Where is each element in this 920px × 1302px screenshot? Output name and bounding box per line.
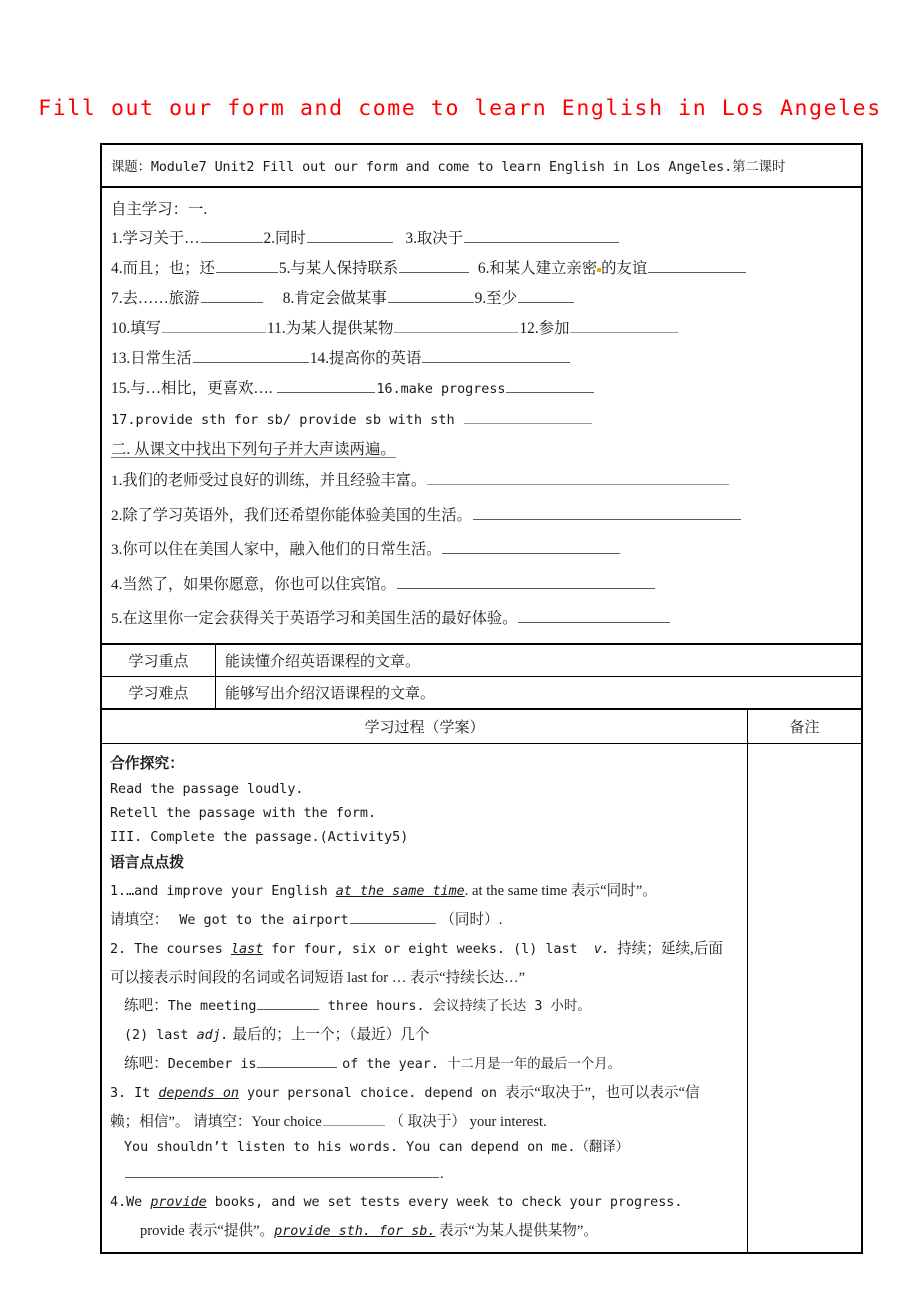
lp2-sub2-pos: adj. [196, 1027, 229, 1043]
sentence-text: 1.我们的老师受过良好的训练，并且经验丰富。 [111, 472, 427, 489]
sentence-text: 3.你可以住在美国人家中，融入他们的日常生活。 [111, 541, 442, 558]
lp4-line2-phrase: provide sth. for sb. [274, 1223, 436, 1239]
sentence-text: 2.除了学习英语外，我们还希望你能体验美国的生活。 [111, 506, 472, 524]
process-header-row [102, 710, 861, 744]
lp2-tail-en: for four, six or eight weeks. (l) last [263, 941, 594, 957]
lp2-drill1-label: 练吧： [124, 997, 168, 1014]
focus-label: 学习重点 [102, 645, 216, 676]
lp2-drill2-b: of the year. 十二月是一年的最后一个月。 [342, 1056, 622, 1072]
lp2-lead: 2. The courses [110, 941, 231, 957]
blank-fill[interactable] [518, 288, 574, 303]
vocab-item-3: 3.取决于 [405, 230, 464, 247]
language-point-3 [110, 1079, 747, 1108]
answer-blank[interactable] [427, 470, 729, 485]
sentence-text: 5.在这里你一定会获得关于英语学习和美国生活的最好体验。 [111, 610, 518, 627]
vocab-line-1 [111, 224, 852, 254]
blank-fill[interactable] [422, 348, 570, 363]
lp1-lead: 1.…and improve your English [110, 883, 336, 899]
lp3-lead: 3. It [110, 1085, 159, 1101]
lp3-line2 [110, 1108, 747, 1136]
vocab-line-2 [111, 254, 852, 284]
answer-blank[interactable] [323, 1111, 385, 1125]
vocab-item-8: 8.肯定会做某事 [282, 290, 387, 307]
lp2-sub2-lead: (2) last [124, 1027, 197, 1043]
language-point-4 [110, 1188, 747, 1217]
lp2-drill1-b: three hours. 会议持续了长达 3 小时。 [327, 998, 591, 1014]
vocab-item-10: 10.填写 [111, 320, 162, 337]
answer-blank[interactable] [442, 539, 620, 554]
vocab-item-2: 2.同时 [263, 230, 306, 247]
blank-fill[interactable] [216, 258, 278, 273]
vocab-item-9: 9.至少 [474, 290, 517, 307]
blank-fill[interactable] [570, 318, 678, 333]
vocab-line-5 [111, 344, 852, 374]
answer-blank[interactable] [257, 995, 319, 1009]
process-note-cell [748, 744, 861, 1252]
self-study-heading: 自主学习：一. [111, 201, 208, 218]
blank-fill[interactable] [201, 288, 263, 303]
lp2-sub2-tail: 最后的；上一个；（最近）几个 [228, 1026, 430, 1043]
lp4-line2-a: provide 表示“提供”。 [140, 1222, 275, 1239]
blank-fill[interactable] [193, 348, 309, 363]
lp4-lead: 4.We [110, 1194, 151, 1210]
vocab-item-13: 13.日常生活 [111, 350, 192, 367]
vocab-item-1: 1.学习关于… [111, 230, 200, 247]
sentence-text: 4.当然了，如果你愿意，你也可以住宾馆。 [111, 575, 396, 593]
translate-sentence-4 [111, 568, 852, 603]
section2-heading: 二. 从课文中找出下列句子并大声读两遍。 [111, 441, 396, 458]
lp1-tail: . at the same time 表示“同时”。 [464, 882, 657, 899]
lp2-line2: 可以接表示时间段的名词或名词短语 last for … 表示“持续长达…” [110, 969, 526, 986]
task-line-3: III. Complete the passage.(Activity5) [110, 829, 409, 845]
vocab-item-15: 15.与…相比，更喜欢…. [111, 380, 273, 397]
focus-value: 能读懂介绍英语课程的文章。 [225, 653, 421, 670]
language-point-2 [110, 935, 747, 964]
vocab-item-16: 16.make progress [376, 382, 506, 397]
difficulty-row [102, 677, 861, 710]
page-title: Fill out our form and come to learn English in Los Angeles [38, 96, 882, 121]
vocab-item-12: 12.参加 [519, 320, 570, 337]
lp3-line2-a: 赖；相信”。 请填空：Your choice [110, 1113, 322, 1130]
topic-row [102, 145, 861, 188]
lp1-practice [110, 906, 747, 935]
lp1-practice-label: 请填空： [110, 911, 169, 928]
lp2-drill-2 [110, 1050, 747, 1079]
lp2-drill2-label: 练吧： [124, 1055, 168, 1072]
worksheet-table [100, 143, 863, 1254]
blank-fill[interactable] [307, 228, 393, 243]
lp2-drill2-a: December is [167, 1056, 257, 1072]
focus-row [102, 645, 861, 677]
lp4-line2 [110, 1217, 747, 1246]
vocab-item-6-a: 6.和某人建立亲密 [477, 260, 598, 277]
lp3-period: . [440, 1165, 444, 1182]
topic-text: 课题：Module7 Unit2 Fill out our form and come to learn English in Los Angeles.第二课时 [111, 160, 786, 175]
lp3-line2-b: （ 取决于） your interest. [389, 1113, 547, 1130]
lp2-pos: v. [593, 941, 610, 957]
lp3-tail-en: your personal choice. depend on [239, 1085, 506, 1101]
vocab-item-14: 14.提高你的英语 [309, 350, 422, 367]
answer-blank[interactable] [125, 1163, 439, 1177]
lp1-practice-text: We got to the airport [179, 912, 349, 928]
lp2-sub-2 [110, 1021, 747, 1050]
task-line-2: Retell the passage with the form. [110, 805, 377, 821]
lp3-tail-cn: 表示“取决于”，也可以表示“信 [505, 1084, 700, 1101]
vocab-line-6 [111, 374, 852, 405]
lp2-tail-cn: 持续；延续,后面 [609, 940, 723, 957]
vocab-item-6-b: 的友谊 [601, 260, 648, 277]
blank-fill[interactable] [394, 318, 518, 333]
self-study-block [102, 188, 861, 645]
language-points-heading: 语言点点拨 [110, 854, 184, 871]
vocab-line-7 [111, 405, 852, 435]
answer-blank[interactable] [257, 1053, 337, 1067]
blank-fill[interactable] [648, 258, 746, 273]
difficulty-value: 能够写出介绍汉语课程的文章。 [225, 685, 436, 702]
lp1-practice-tail: （同时）. [440, 911, 503, 928]
blank-fill[interactable] [388, 288, 474, 303]
blank-fill[interactable] [399, 258, 469, 273]
lp2-drill-1 [110, 992, 747, 1021]
vocab-item-4: 4.而且；也；还 [111, 260, 215, 277]
lp4-phrase: provide [150, 1194, 207, 1210]
vocab-item-7: 7.去……旅游 [111, 290, 200, 307]
process-main-cell [102, 744, 748, 1252]
translate-sentence-1 [111, 464, 852, 499]
lp3-phrase: depends on [158, 1085, 239, 1101]
task-line-1: Read the passage loudly. [110, 781, 304, 797]
answer-blank[interactable] [473, 505, 741, 520]
vocab-line-3 [111, 284, 852, 314]
translate-sentence-5 [111, 602, 852, 637]
process-body-row [102, 744, 861, 1252]
answer-blank[interactable] [350, 909, 436, 923]
process-header-note: 备注 [789, 719, 820, 736]
vocab-item-17: 17.provide sth for sb/ provide sb with sth [111, 412, 455, 428]
lp4-line2-b: 表示“为某人提供某物”。 [435, 1222, 598, 1239]
answer-blank[interactable] [397, 574, 655, 589]
blank-fill[interactable] [277, 378, 375, 393]
language-point-1 [110, 877, 747, 906]
blank-fill[interactable] [506, 378, 594, 393]
vocab-item-5: 5.与某人保持联系 [278, 260, 399, 277]
blank-fill[interactable] [201, 228, 263, 243]
difficulty-label: 学习难点 [102, 677, 216, 708]
lp2-phrase: last [230, 941, 264, 957]
process-header-main: 学习过程（学案） [102, 710, 748, 743]
lp2-drill1-a: The meeting [167, 998, 257, 1014]
lp4-tail: books, and we set tests every week to check your progress. [206, 1194, 683, 1210]
vocab-item-11: 11.为某人提供某物 [267, 320, 394, 337]
vocab-line-4 [111, 314, 852, 344]
blank-fill[interactable] [162, 318, 266, 333]
lp3-line3: You shouldn’t listen to his words. You can depend on me.（翻译） [124, 1139, 630, 1155]
cooperate-heading: 合作探究： [110, 755, 184, 772]
translate-sentence-3 [111, 533, 852, 568]
blank-fill[interactable] [464, 228, 619, 243]
blank-fill[interactable] [464, 411, 592, 425]
lp3-answer-line [110, 1160, 747, 1188]
answer-blank[interactable] [518, 608, 670, 623]
lp1-phrase: at the same time [335, 883, 465, 899]
translate-sentence-2 [111, 499, 852, 534]
